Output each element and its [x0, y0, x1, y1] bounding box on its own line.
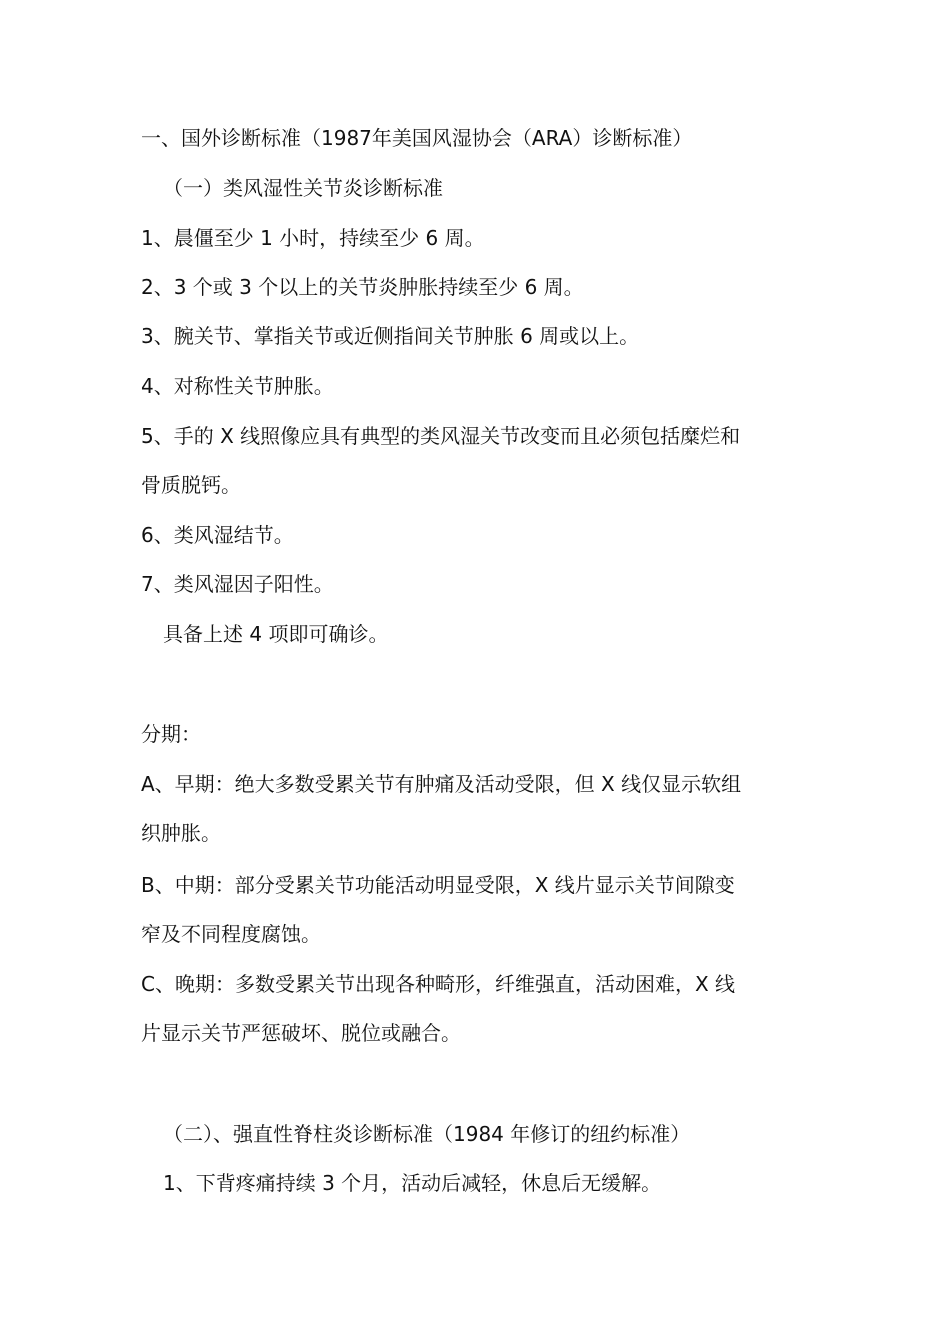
ra-criterion-5: 5、手的 X 线照像应具有典型的类风湿关节改变而且必须包括糜烂和 [141, 424, 741, 448]
staging-title: 分期： [141, 722, 201, 746]
ra-criterion-3: 3、腕关节、掌指关节或近侧指间关节肿胀 6 周或以上。 [141, 324, 640, 348]
subsection-title-ra: （一）类风湿性关节炎诊断标准 [163, 176, 443, 200]
stage-early-cont: 织肿胀。 [141, 821, 221, 845]
subsection-title-as: （二）、强直性脊柱炎诊断标准（1984 年修订的纽约标准） [163, 1122, 691, 1146]
stage-middle-cont: 窄及不同程度腐蚀。 [141, 922, 321, 946]
ra-criterion-1: 1、晨僵至少 1 小时，持续至少 6 周。 [141, 226, 485, 250]
stage-late: C、晚期：多数受累关节出现各种畸形，纤维强直，活动困难，X 线 [141, 972, 736, 996]
stage-early: A、早期：绝大多数受累关节有肿痛及活动受限，但 X 线仅显示软组 [141, 772, 742, 796]
ra-criterion-5-cont: 骨质脱钙。 [141, 473, 241, 497]
ra-criterion-2: 2、3 个或 3 个以上的关节炎肿胀持续至少 6 周。 [141, 275, 584, 299]
as-criterion-1: 1、下背疼痛持续 3 个月，活动后减轻，休息后无缓解。 [163, 1171, 662, 1195]
stage-middle: B、中期：部分受累关节功能活动明显受限，X 线片显示关节间隙变 [141, 873, 735, 897]
ra-conclusion: 具备上述 4 项即可确诊。 [163, 622, 389, 646]
ra-criterion-4: 4、对称性关节肿胀。 [141, 374, 334, 398]
ra-criterion-6: 6、类风湿结节。 [141, 523, 294, 547]
ra-criterion-7: 7、类风湿因子阳性。 [141, 572, 334, 596]
stage-late-cont: 片显示关节严惩破坏、脱位或融合。 [141, 1021, 461, 1045]
section-title: 一、国外诊断标准（1987年美国风湿协会（ARA）诊断标准） [141, 126, 693, 150]
